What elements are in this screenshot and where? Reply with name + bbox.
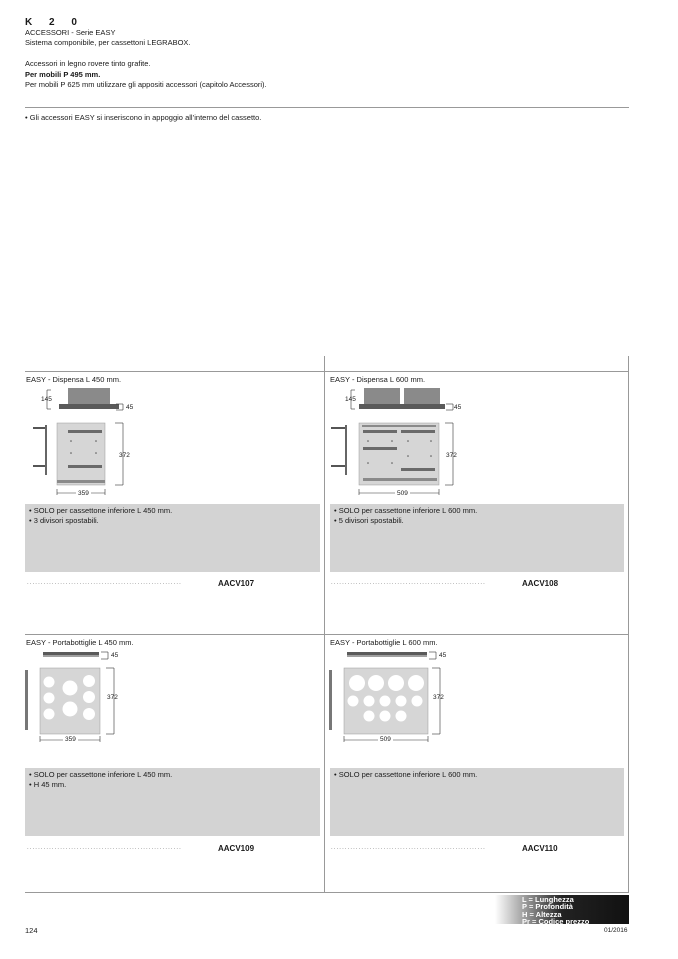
grid-right-line xyxy=(628,356,629,893)
intro-note: • Gli accessori EASY si inseriscono in appoggio all’interno del cassetto. xyxy=(25,113,262,122)
product-code: AACV109 xyxy=(218,844,255,853)
dim-thickness: 45 xyxy=(111,652,119,659)
dim-width: 359 xyxy=(65,736,76,743)
grid-top-line xyxy=(25,371,629,372)
side-view xyxy=(47,388,123,410)
dim-height: 145 xyxy=(345,396,356,403)
header-divider xyxy=(25,107,629,108)
top-view xyxy=(331,423,453,495)
note-line: • SOLO per cassettone inferiore L 450 mm. xyxy=(29,506,173,515)
header-line-5: Per mobili P 625 mm utilizzare gli appositi accessori (capitolo Accessori). xyxy=(25,80,267,89)
legend-item: H = Altezza xyxy=(522,909,562,919)
header-line-3: Accessori in legno rovere tinto grafite. xyxy=(25,59,151,68)
notes-box xyxy=(330,768,624,836)
note-line: • 3 divisori spostabili. xyxy=(29,516,99,526)
header-line-1: ACCESSORI - Serie EASY xyxy=(25,28,116,37)
notes-box xyxy=(25,768,320,836)
section-code: K 2 0 xyxy=(25,17,84,28)
edition-date: 01/2016 xyxy=(604,927,628,934)
page-number: 124 xyxy=(25,926,38,935)
legend-item: L = Lunghezza xyxy=(522,895,574,904)
notes-box xyxy=(25,504,320,572)
dim-thickness: 45 xyxy=(454,404,462,411)
dim-width: 359 xyxy=(78,490,89,497)
dim-depth: 372 xyxy=(446,452,457,459)
dim-depth: 372 xyxy=(107,694,118,701)
dot-leader: ........................................................ xyxy=(27,845,182,851)
dot-leader: ........................................................ xyxy=(27,580,182,586)
dim-thickness: 45 xyxy=(439,652,447,659)
product-title: EASY - Dispensa L 600 mm. xyxy=(330,375,426,384)
side-view xyxy=(347,652,436,659)
legend-box xyxy=(480,895,629,924)
top-view xyxy=(33,423,123,495)
dim-depth: 372 xyxy=(119,452,130,459)
note-line: • SOLO per cassettone inferiore L 600 mm. xyxy=(334,770,478,779)
bottle-rack-450-drawing xyxy=(25,648,135,748)
product-code: AACV108 xyxy=(522,579,559,588)
header-line-2: Sistema componibile, per cassettoni LEGRABOX. xyxy=(25,38,191,47)
product-code: AACV107 xyxy=(218,579,255,588)
product-title: EASY - Portabottiglie L 600 mm. xyxy=(330,638,438,647)
note-line: • SOLO per cassettone inferiore L 450 mm. xyxy=(29,770,173,779)
side-view xyxy=(351,388,453,410)
top-view xyxy=(329,668,440,742)
dim-height: 145 xyxy=(41,396,52,403)
product-title: EASY - Dispensa L 450 mm. xyxy=(26,375,122,384)
notes-box xyxy=(330,504,624,572)
note-line: • H 45 mm. xyxy=(29,780,67,790)
product-code: AACV110 xyxy=(522,844,558,853)
grid-middle-line xyxy=(25,634,629,635)
top-view xyxy=(25,668,114,742)
dim-thickness: 45 xyxy=(126,404,134,411)
side-view xyxy=(43,652,108,659)
dim-width: 509 xyxy=(380,736,391,743)
dim-width: 509 xyxy=(397,490,408,497)
legend-item: Pr = Codice prezzo xyxy=(522,916,590,926)
dot-leader: ........................................................ xyxy=(331,845,486,851)
grid-bottom-line xyxy=(25,892,629,893)
grid-center-line xyxy=(324,356,325,893)
product-title: EASY - Portabottiglie L 450 mm. xyxy=(26,638,134,647)
note-line: • 5 divisori spostabili. xyxy=(334,516,404,526)
dim-depth: 372 xyxy=(433,694,444,701)
dot-leader: ........................................................ xyxy=(331,580,486,586)
header-line-4: Per mobili P 495 mm. xyxy=(25,70,101,79)
legend-item: P = Profondità xyxy=(522,902,573,912)
note-line: • SOLO per cassettone inferiore L 600 mm. xyxy=(334,506,478,515)
